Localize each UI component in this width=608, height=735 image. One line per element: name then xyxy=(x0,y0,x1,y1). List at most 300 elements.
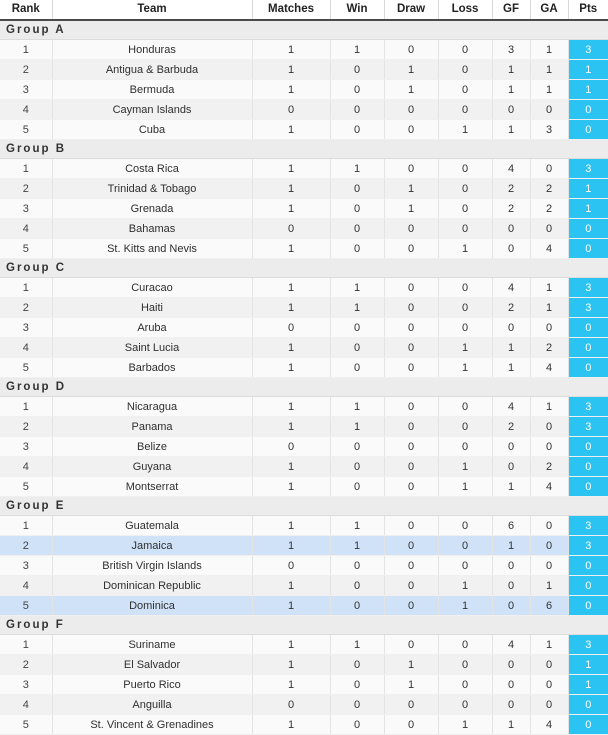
cell-win: 1 xyxy=(330,417,384,437)
cell-loss: 0 xyxy=(438,159,492,179)
cell-team: Guyana xyxy=(52,457,252,477)
cell-ga: 0 xyxy=(530,318,568,338)
table-row[interactable] xyxy=(0,715,608,735)
cell-loss: 0 xyxy=(438,556,492,576)
cell-matches: 1 xyxy=(252,298,330,318)
table-row[interactable] xyxy=(0,576,608,596)
cell-draw: 0 xyxy=(384,278,438,298)
cell-draw: 0 xyxy=(384,516,438,536)
cell-draw: 0 xyxy=(384,318,438,338)
cell-matches: 1 xyxy=(252,417,330,437)
cell-loss: 0 xyxy=(438,40,492,60)
cell-gf: 0 xyxy=(492,695,530,715)
cell-pts: 3 xyxy=(568,536,608,556)
cell-gf: 0 xyxy=(492,219,530,239)
cell-pts: 0 xyxy=(568,695,608,715)
cell-matches: 1 xyxy=(252,338,330,358)
cell-loss: 0 xyxy=(438,318,492,338)
group-header-row xyxy=(0,497,608,516)
table-body xyxy=(0,20,608,735)
cell-team: Suriname xyxy=(52,635,252,655)
cell-team: Trinidad & Tobago xyxy=(52,179,252,199)
column-header-gf: GF xyxy=(492,0,530,20)
cell-loss: 1 xyxy=(438,477,492,497)
cell-draw: 0 xyxy=(384,239,438,259)
cell-team: St. Vincent & Grenadines xyxy=(52,715,252,735)
cell-rank: 2 xyxy=(0,655,52,675)
cell-ga: 0 xyxy=(530,159,568,179)
cell-ga: 0 xyxy=(530,536,568,556)
cell-draw: 0 xyxy=(384,477,438,497)
cell-rank: 5 xyxy=(0,477,52,497)
cell-gf: 3 xyxy=(492,40,530,60)
cell-draw: 1 xyxy=(384,80,438,100)
cell-team: Antigua & Barbuda xyxy=(52,60,252,80)
cell-loss: 0 xyxy=(438,675,492,695)
cell-rank: 1 xyxy=(0,40,52,60)
table-row[interactable] xyxy=(0,635,608,655)
cell-loss: 1 xyxy=(438,358,492,378)
group-header-row xyxy=(0,378,608,397)
cell-draw: 1 xyxy=(384,199,438,219)
cell-team: Montserrat xyxy=(52,477,252,497)
cell-gf: 1 xyxy=(492,120,530,140)
cell-rank: 4 xyxy=(0,576,52,596)
cell-gf: 1 xyxy=(492,80,530,100)
cell-win: 0 xyxy=(330,457,384,477)
cell-team: Curacao xyxy=(52,278,252,298)
cell-loss: 0 xyxy=(438,635,492,655)
cell-ga: 6 xyxy=(530,596,568,616)
cell-gf: 6 xyxy=(492,516,530,536)
cell-matches: 1 xyxy=(252,516,330,536)
cell-pts: 1 xyxy=(568,199,608,219)
cell-team: Anguilla xyxy=(52,695,252,715)
cell-draw: 0 xyxy=(384,715,438,735)
cell-win: 1 xyxy=(330,516,384,536)
cell-loss: 0 xyxy=(438,397,492,417)
group-header-row xyxy=(0,20,608,40)
cell-win: 0 xyxy=(330,695,384,715)
cell-loss: 0 xyxy=(438,437,492,457)
cell-loss: 0 xyxy=(438,536,492,556)
cell-pts: 3 xyxy=(568,516,608,536)
cell-pts: 3 xyxy=(568,417,608,437)
cell-pts: 3 xyxy=(568,298,608,318)
cell-rank: 3 xyxy=(0,80,52,100)
table-row[interactable] xyxy=(0,60,608,80)
table-row[interactable] xyxy=(0,695,608,715)
cell-team: Puerto Rico xyxy=(52,675,252,695)
cell-team: Cayman Islands xyxy=(52,100,252,120)
cell-matches: 1 xyxy=(252,635,330,655)
cell-rank: 5 xyxy=(0,358,52,378)
cell-rank: 1 xyxy=(0,278,52,298)
group-label: Group E xyxy=(0,497,608,516)
cell-win: 0 xyxy=(330,556,384,576)
cell-win: 1 xyxy=(330,298,384,318)
cell-team: Panama xyxy=(52,417,252,437)
cell-matches: 1 xyxy=(252,715,330,735)
cell-loss: 1 xyxy=(438,457,492,477)
table-row[interactable] xyxy=(0,437,608,457)
cell-matches: 1 xyxy=(252,358,330,378)
cell-matches: 1 xyxy=(252,477,330,497)
cell-ga: 0 xyxy=(530,417,568,437)
cell-matches: 1 xyxy=(252,179,330,199)
table-row[interactable] xyxy=(0,675,608,695)
cell-rank: 3 xyxy=(0,318,52,338)
cell-win: 0 xyxy=(330,80,384,100)
table-row[interactable] xyxy=(0,199,608,219)
cell-gf: 2 xyxy=(492,179,530,199)
cell-gf: 1 xyxy=(492,477,530,497)
cell-ga: 0 xyxy=(530,100,568,120)
table-row[interactable] xyxy=(0,179,608,199)
cell-rank: 2 xyxy=(0,60,52,80)
cell-matches: 0 xyxy=(252,437,330,457)
cell-gf: 1 xyxy=(492,715,530,735)
cell-matches: 1 xyxy=(252,576,330,596)
cell-rank: 5 xyxy=(0,715,52,735)
group-label: Group B xyxy=(0,140,608,159)
cell-pts: 0 xyxy=(568,576,608,596)
cell-matches: 0 xyxy=(252,100,330,120)
cell-pts: 3 xyxy=(568,635,608,655)
cell-team: Dominican Republic xyxy=(52,576,252,596)
cell-win: 1 xyxy=(330,536,384,556)
cell-matches: 1 xyxy=(252,239,330,259)
table-row[interactable] xyxy=(0,239,608,259)
table-row[interactable] xyxy=(0,100,608,120)
cell-gf: 1 xyxy=(492,536,530,556)
cell-draw: 0 xyxy=(384,40,438,60)
cell-team: Costa Rica xyxy=(52,159,252,179)
cell-win: 0 xyxy=(330,596,384,616)
cell-gf: 0 xyxy=(492,437,530,457)
table-header xyxy=(0,0,608,20)
cell-draw: 0 xyxy=(384,338,438,358)
cell-matches: 1 xyxy=(252,536,330,556)
cell-win: 1 xyxy=(330,278,384,298)
cell-ga: 0 xyxy=(530,655,568,675)
table-row[interactable] xyxy=(0,655,608,675)
table-row[interactable] xyxy=(0,358,608,378)
cell-rank: 4 xyxy=(0,695,52,715)
cell-win: 0 xyxy=(330,179,384,199)
cell-matches: 1 xyxy=(252,675,330,695)
cell-rank: 5 xyxy=(0,120,52,140)
header-row xyxy=(0,0,608,20)
cell-matches: 1 xyxy=(252,60,330,80)
cell-matches: 1 xyxy=(252,120,330,140)
cell-team: Barbados xyxy=(52,358,252,378)
group-header-row xyxy=(0,140,608,159)
cell-loss: 0 xyxy=(438,417,492,437)
cell-matches: 1 xyxy=(252,397,330,417)
cell-win: 0 xyxy=(330,318,384,338)
cell-matches: 1 xyxy=(252,596,330,616)
cell-loss: 0 xyxy=(438,219,492,239)
column-header-matches: Matches xyxy=(252,0,330,20)
cell-gf: 4 xyxy=(492,397,530,417)
cell-ga: 1 xyxy=(530,397,568,417)
cell-ga: 2 xyxy=(530,457,568,477)
cell-rank: 4 xyxy=(0,338,52,358)
table-row[interactable] xyxy=(0,80,608,100)
cell-gf: 4 xyxy=(492,159,530,179)
cell-team: Nicaragua xyxy=(52,397,252,417)
cell-rank: 2 xyxy=(0,417,52,437)
cell-pts: 1 xyxy=(568,80,608,100)
cell-pts: 0 xyxy=(568,219,608,239)
column-header-draw: Draw xyxy=(384,0,438,20)
cell-rank: 3 xyxy=(0,437,52,457)
cell-loss: 1 xyxy=(438,576,492,596)
cell-draw: 0 xyxy=(384,635,438,655)
cell-matches: 0 xyxy=(252,219,330,239)
cell-pts: 1 xyxy=(568,675,608,695)
cell-team: Bermuda xyxy=(52,80,252,100)
cell-team: Guatemala xyxy=(52,516,252,536)
cell-ga: 1 xyxy=(530,635,568,655)
column-header-team: Team xyxy=(52,0,252,20)
table-row[interactable] xyxy=(0,159,608,179)
cell-win: 0 xyxy=(330,219,384,239)
cell-rank: 2 xyxy=(0,536,52,556)
group-label: Group F xyxy=(0,616,608,635)
cell-pts: 3 xyxy=(568,278,608,298)
cell-draw: 0 xyxy=(384,437,438,457)
cell-ga: 1 xyxy=(530,298,568,318)
cell-matches: 1 xyxy=(252,457,330,477)
cell-win: 0 xyxy=(330,477,384,497)
cell-pts: 0 xyxy=(568,556,608,576)
table-row[interactable] xyxy=(0,596,608,616)
cell-ga: 0 xyxy=(530,437,568,457)
cell-draw: 1 xyxy=(384,675,438,695)
cell-ga: 2 xyxy=(530,338,568,358)
group-header-row xyxy=(0,259,608,278)
cell-draw: 0 xyxy=(384,536,438,556)
cell-ga: 1 xyxy=(530,60,568,80)
cell-win: 0 xyxy=(330,100,384,120)
cell-draw: 0 xyxy=(384,219,438,239)
cell-gf: 2 xyxy=(492,417,530,437)
cell-win: 1 xyxy=(330,635,384,655)
cell-draw: 0 xyxy=(384,596,438,616)
table-row[interactable] xyxy=(0,457,608,477)
cell-rank: 4 xyxy=(0,457,52,477)
cell-team: Haiti xyxy=(52,298,252,318)
cell-matches: 0 xyxy=(252,318,330,338)
cell-draw: 0 xyxy=(384,397,438,417)
cell-draw: 0 xyxy=(384,556,438,576)
table-row[interactable] xyxy=(0,278,608,298)
cell-loss: 1 xyxy=(438,715,492,735)
cell-draw: 1 xyxy=(384,655,438,675)
cell-gf: 0 xyxy=(492,655,530,675)
cell-pts: 0 xyxy=(568,120,608,140)
table-row[interactable] xyxy=(0,298,608,318)
cell-ga: 0 xyxy=(530,695,568,715)
cell-rank: 2 xyxy=(0,179,52,199)
cell-matches: 1 xyxy=(252,199,330,219)
cell-matches: 0 xyxy=(252,695,330,715)
cell-rank: 3 xyxy=(0,675,52,695)
table-row[interactable] xyxy=(0,318,608,338)
cell-ga: 1 xyxy=(530,80,568,100)
cell-pts: 0 xyxy=(568,239,608,259)
cell-gf: 0 xyxy=(492,576,530,596)
cell-win: 0 xyxy=(330,675,384,695)
cell-draw: 0 xyxy=(384,695,438,715)
cell-win: 1 xyxy=(330,397,384,417)
cell-pts: 0 xyxy=(568,477,608,497)
cell-gf: 4 xyxy=(492,635,530,655)
cell-win: 1 xyxy=(330,40,384,60)
cell-team: Saint Lucia xyxy=(52,338,252,358)
cell-matches: 1 xyxy=(252,159,330,179)
column-header-rank: Rank xyxy=(0,0,52,20)
cell-gf: 0 xyxy=(492,556,530,576)
cell-loss: 0 xyxy=(438,199,492,219)
cell-win: 0 xyxy=(330,199,384,219)
table-row[interactable] xyxy=(0,40,608,60)
cell-team: Dominica xyxy=(52,596,252,616)
cell-loss: 0 xyxy=(438,80,492,100)
cell-gf: 4 xyxy=(492,278,530,298)
cell-loss: 0 xyxy=(438,516,492,536)
cell-pts: 3 xyxy=(568,159,608,179)
cell-win: 0 xyxy=(330,60,384,80)
cell-gf: 1 xyxy=(492,60,530,80)
cell-loss: 0 xyxy=(438,695,492,715)
cell-draw: 1 xyxy=(384,60,438,80)
cell-draw: 0 xyxy=(384,159,438,179)
cell-team: Grenada xyxy=(52,199,252,219)
cell-win: 0 xyxy=(330,655,384,675)
cell-rank: 1 xyxy=(0,516,52,536)
cell-pts: 0 xyxy=(568,715,608,735)
cell-pts: 3 xyxy=(568,397,608,417)
cell-ga: 0 xyxy=(530,675,568,695)
group-header-row xyxy=(0,616,608,635)
column-header-ga: GA xyxy=(530,0,568,20)
cell-pts: 1 xyxy=(568,60,608,80)
cell-gf: 0 xyxy=(492,100,530,120)
cell-rank: 1 xyxy=(0,397,52,417)
cell-rank: 2 xyxy=(0,298,52,318)
group-label: Group A xyxy=(0,20,608,40)
cell-matches: 1 xyxy=(252,80,330,100)
column-header-pts: Pts xyxy=(568,0,608,20)
cell-team: St. Kitts and Nevis xyxy=(52,239,252,259)
cell-matches: 0 xyxy=(252,556,330,576)
cell-win: 0 xyxy=(330,120,384,140)
cell-pts: 0 xyxy=(568,338,608,358)
table-row[interactable] xyxy=(0,338,608,358)
cell-win: 0 xyxy=(330,338,384,358)
cell-loss: 1 xyxy=(438,596,492,616)
cell-win: 1 xyxy=(330,159,384,179)
cell-rank: 3 xyxy=(0,556,52,576)
cell-win: 0 xyxy=(330,576,384,596)
cell-loss: 0 xyxy=(438,655,492,675)
cell-rank: 4 xyxy=(0,219,52,239)
cell-gf: 1 xyxy=(492,338,530,358)
table-row[interactable] xyxy=(0,120,608,140)
table-row[interactable] xyxy=(0,417,608,437)
cell-loss: 0 xyxy=(438,100,492,120)
cell-draw: 0 xyxy=(384,417,438,437)
cell-ga: 0 xyxy=(530,219,568,239)
cell-draw: 0 xyxy=(384,100,438,120)
cell-loss: 1 xyxy=(438,239,492,259)
cell-loss: 0 xyxy=(438,60,492,80)
cell-draw: 1 xyxy=(384,179,438,199)
table-row[interactable] xyxy=(0,477,608,497)
cell-team: Honduras xyxy=(52,40,252,60)
cell-pts: 0 xyxy=(568,100,608,120)
cell-team: El Salvador xyxy=(52,655,252,675)
cell-team: Belize xyxy=(52,437,252,457)
cell-draw: 0 xyxy=(384,457,438,477)
table-row[interactable] xyxy=(0,219,608,239)
cell-ga: 4 xyxy=(530,358,568,378)
cell-ga: 4 xyxy=(530,715,568,735)
cell-rank: 4 xyxy=(0,100,52,120)
cell-ga: 3 xyxy=(530,120,568,140)
cell-draw: 0 xyxy=(384,358,438,378)
cell-ga: 1 xyxy=(530,278,568,298)
cell-draw: 0 xyxy=(384,576,438,596)
cell-team: Aruba xyxy=(52,318,252,338)
cell-gf: 0 xyxy=(492,675,530,695)
cell-gf: 2 xyxy=(492,199,530,219)
cell-ga: 2 xyxy=(530,199,568,219)
cell-matches: 1 xyxy=(252,40,330,60)
cell-team: Cuba xyxy=(52,120,252,140)
cell-ga: 1 xyxy=(530,40,568,60)
cell-team: British Virgin Islands xyxy=(52,556,252,576)
cell-rank: 1 xyxy=(0,159,52,179)
group-label: Group C xyxy=(0,259,608,278)
table-row[interactable] xyxy=(0,516,608,536)
cell-gf: 0 xyxy=(492,318,530,338)
cell-pts: 0 xyxy=(568,358,608,378)
cell-rank: 5 xyxy=(0,239,52,259)
group-label: Group D xyxy=(0,378,608,397)
table-row[interactable] xyxy=(0,536,608,556)
cell-win: 0 xyxy=(330,715,384,735)
cell-gf: 0 xyxy=(492,239,530,259)
column-header-win: Win xyxy=(330,0,384,20)
table-row[interactable] xyxy=(0,397,608,417)
cell-pts: 1 xyxy=(568,179,608,199)
cell-ga: 4 xyxy=(530,239,568,259)
cell-pts: 3 xyxy=(568,40,608,60)
cell-ga: 4 xyxy=(530,477,568,497)
cell-gf: 2 xyxy=(492,298,530,318)
cell-loss: 1 xyxy=(438,120,492,140)
cell-win: 0 xyxy=(330,437,384,457)
cell-team: Bahamas xyxy=(52,219,252,239)
cell-pts: 0 xyxy=(568,437,608,457)
cell-win: 0 xyxy=(330,358,384,378)
cell-pts: 1 xyxy=(568,655,608,675)
table-row[interactable] xyxy=(0,556,608,576)
